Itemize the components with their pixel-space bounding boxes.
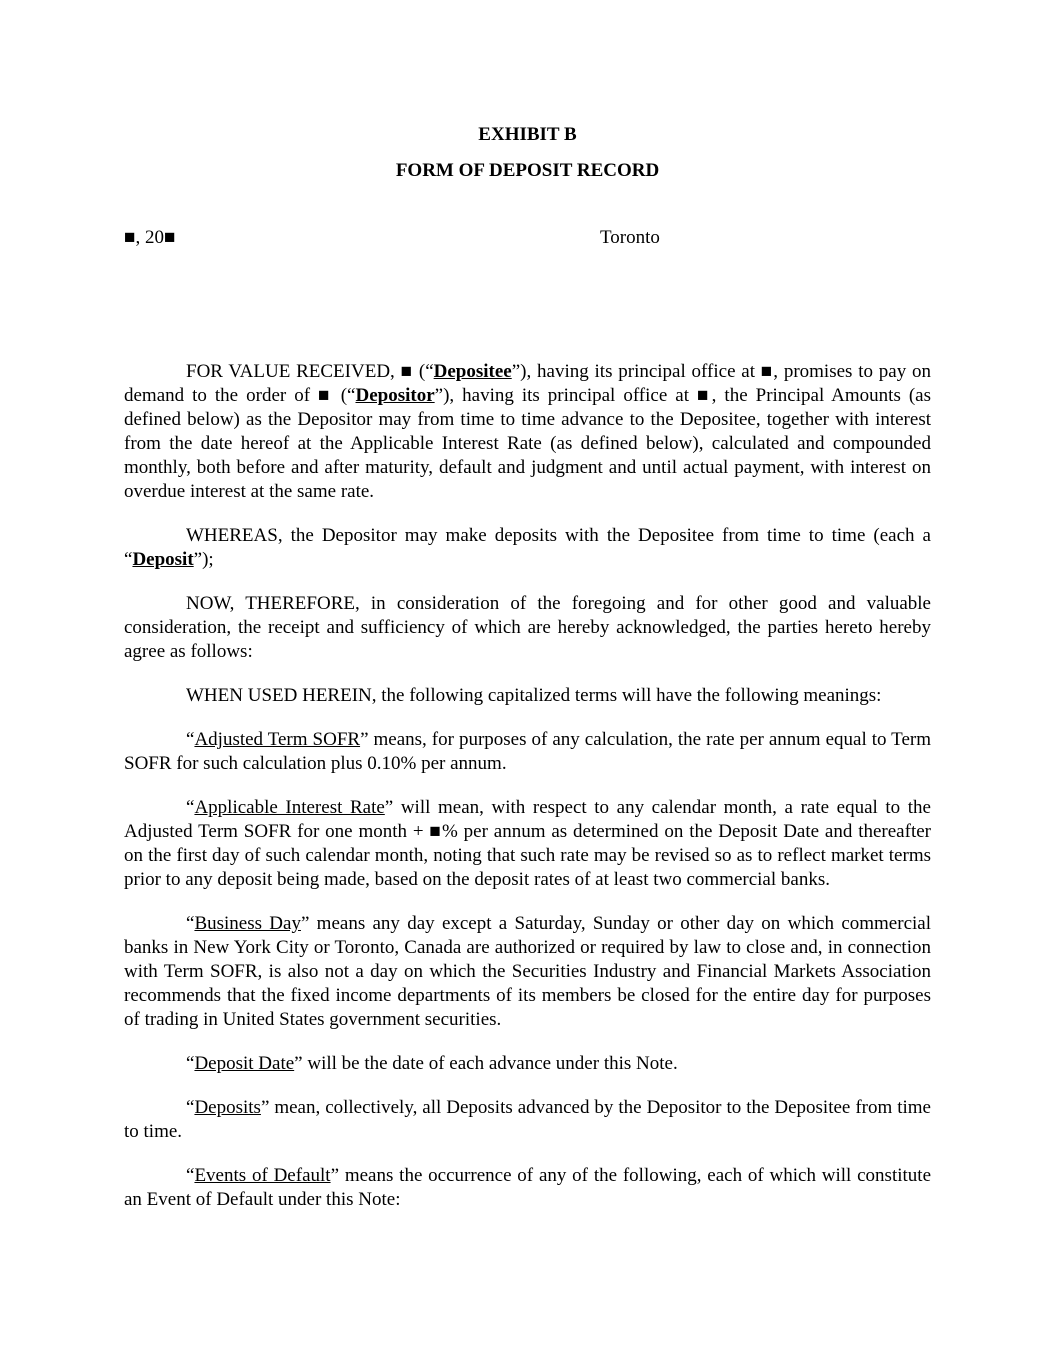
defined-term-depositee: Depositee xyxy=(433,361,512,382)
definition-adjusted-term-sofr: “Adjusted Term SOFR” means, for purposes of any calculation, the rate per annum equal to Term SOFR for such calculation plus 0.10% per annum. xyxy=(124,729,931,774)
term-adjusted-term-sofr: Adjusted Term SOFR xyxy=(194,729,361,750)
term-business-day: Business Day xyxy=(194,913,301,934)
term-deposit-date: Deposit Date xyxy=(194,1053,295,1074)
city-line: Toronto xyxy=(600,227,660,248)
definition-applicable-interest-rate: “Applicable Interest Rate” will mean, with respect to any calendar month, a rate equal to the Adjusted Term SOFR for one month + ■% per annum as determined on the Deposit Date and thereafter on the first day of such calendar month, noting that such rate may be revised so as to reflect market terms prior to any deposit being made, based on the deposit rates of at least two commercial banks. xyxy=(124,797,931,890)
definition-deposits: “Deposits” mean, collectively, all Deposits advanced by the Depositor to the Depositee from time to time. xyxy=(124,1097,931,1142)
term-deposits: Deposits xyxy=(194,1097,261,1118)
document-body xyxy=(124,360,931,1232)
definition-deposit-date: “Deposit Date” will be the date of each advance under this Note. xyxy=(186,1053,678,1074)
paragraph-for-value-received: FOR VALUE RECEIVED, ■ (“Depositee”), having its principal office at ■, promises to pay on demand to the order of ■ (“Depositor”), having its principal office at ■, the Principal Amounts (as defined below) as the Depositor may from time to time advance to the Depositee, together with interest from the date hereof at the Applicable Interest Rate (as defined below), calculated and compounded monthly, both before and after maturity, default and judgment and until actual payment, with interest on overdue interest at the same rate. xyxy=(124,361,931,502)
definition-business-day: “Business Day” means any day except a Saturday, Sunday or other day on which commercial banks in New York City or Toronto, Canada are authorized or required by law to close and, in connection with Term SOFR, is also not a day on which the Securities Industry and Financial Markets Association recommends that the fixed income departments of its members be closed for the entire day for purposes of trading in United States government securities. xyxy=(124,913,931,1030)
paragraph-when-used-herein: WHEN USED HEREIN, the following capitalized terms will have the following meanings: xyxy=(186,685,882,706)
defined-term-depositor: Depositor xyxy=(355,385,435,406)
term-applicable-interest-rate: Applicable Interest Rate xyxy=(194,797,385,818)
form-title: FORM OF DEPOSIT RECORD xyxy=(395,160,660,181)
term-events-of-default: Events of Default xyxy=(194,1165,331,1186)
paragraph-whereas: WHEREAS, the Depositor may make deposits with the Depositee from time to time (each a “Deposit”); xyxy=(124,525,931,570)
exhibit-title: EXHIBIT B xyxy=(478,124,577,145)
paragraph-now-therefore: NOW, THEREFORE, in consideration of the foregoing and for other good and valuable consideration, the receipt and sufficiency of which are hereby acknowledged, the parties hereto hereby agree as follows: xyxy=(124,593,931,662)
definition-events-of-default: “Events of Default” means the occurrence of any of the following, each of which will constitute an Event of Default under this Note: xyxy=(124,1165,932,1210)
defined-term-deposit: Deposit xyxy=(132,549,194,570)
date-line: ■, 20■ xyxy=(124,227,176,248)
